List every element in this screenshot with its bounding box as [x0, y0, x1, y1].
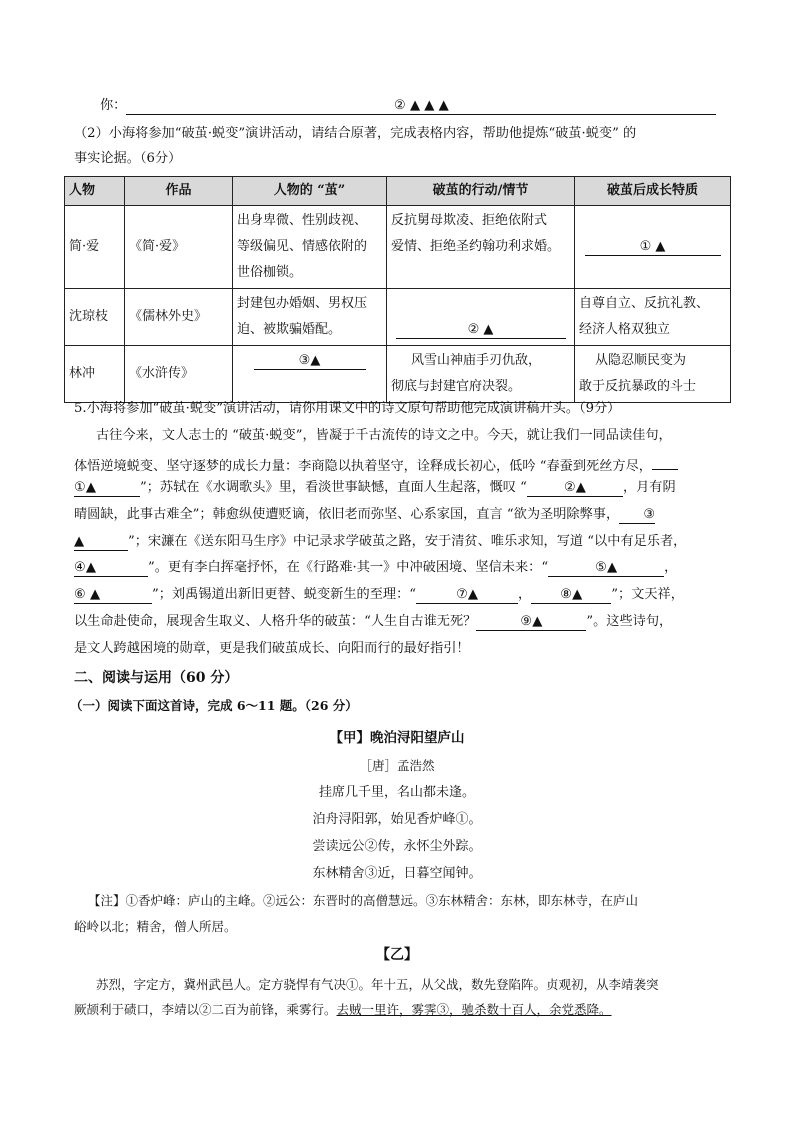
- cocoon-cell: [233, 206, 387, 289]
- cell-line: 从隐忍顺民变为: [595, 353, 687, 368]
- cell-line: 等级偏见、情感依附的: [237, 239, 368, 254]
- action-cell: [387, 289, 575, 346]
- q5-text: ”；宋濂在《送东阳马生序》中记录求学破茧之路，安于清贫、唯乐求知，写道 “以中有足乐者，: [128, 534, 687, 549]
- answer-line: [100, 96, 730, 116]
- blank-label: ⑨▲: [520, 614, 543, 629]
- blank-label: ② ▲: [467, 322, 494, 337]
- q5-line: [74, 478, 734, 498]
- poem-note: 【注】①香炉峰：庐山的主峰。②远公：东晋时的高僧慧远。③东林精舍：东林，即东林寺，在庐山: [88, 893, 639, 908]
- table-header: 人物的 “茧”: [233, 177, 387, 206]
- blank-label: ① ▲: [639, 239, 666, 254]
- table-row: [65, 346, 731, 403]
- cell-line: 迫、被欺骗婚配。: [237, 322, 342, 337]
- table-header-row: [65, 177, 731, 206]
- q5-text: 体悟逆境蜕变、坚守逐梦的成长力量：李商隐以执着坚守，诠释成长初心，低吟 “春蚕到死丝方尽，: [74, 459, 652, 474]
- blank-label: ①▲: [74, 480, 96, 495]
- poem-author: ［唐］孟浩然: [359, 758, 435, 773]
- blank-label: ③▲: [298, 353, 321, 368]
- q5-line: [74, 452, 734, 477]
- q5-text: ”；文天祥，: [611, 587, 684, 602]
- q2-line1: （2）小海将参加“破茧·蜕变”演讲活动，请结合原著，完成表格内容，帮助他提炼“破茧·蜕变” 的: [74, 126, 637, 141]
- underlined-sentence: 去贼一里许，雾霁③，驰杀数十百人，余党悉降。: [336, 1002, 612, 1017]
- q5-text: ”。更有李白挥毫抒怀，在《行路难·其一》中冲破困境、坚信未来：“: [148, 560, 549, 575]
- blank-label: ③: [643, 507, 656, 522]
- q5-text: ，月有阴: [622, 480, 676, 495]
- cocoon-cell: [233, 289, 387, 346]
- q5-text: ”。这些诗句，: [586, 614, 673, 629]
- character-name: 沈琼枝: [65, 289, 125, 346]
- cell-line: 彻底与封建官府决裂。: [391, 379, 522, 394]
- trait-blank[interactable]: [585, 238, 721, 256]
- fill-blank-9[interactable]: [476, 613, 586, 631]
- fill-blank-5[interactable]: [548, 559, 664, 577]
- blank-label: ④▲: [74, 560, 96, 575]
- q5-line: 古往今来，文人志士的 “破茧·蜕变”，皆凝于千古流传的诗文之中。今天，就让我们一同品读佳句，: [96, 428, 672, 443]
- q5-line: ⑥ ▲ ”；刘禹锡道出新旧更替、蜕变新生的至理：“ ⑦▲ ， ⑧▲ ”；文天祥，: [74, 587, 684, 602]
- poem-line: 东林精舍③近，日暮空闻钟。: [312, 866, 482, 881]
- fill-blank[interactable]: [652, 452, 678, 470]
- fill-blank-4[interactable]: [74, 559, 148, 577]
- poem-line: 尝读远公②传，永怀尘外踪。: [312, 839, 482, 854]
- q5-line: [74, 612, 734, 632]
- passage-line: [74, 1000, 734, 1020]
- q5-line: [74, 505, 734, 525]
- passage-text: 厥颉利于碛口，李靖以②二百为前锋，乘雾行。: [74, 1002, 337, 1017]
- answer-blank-label: ② ▲ ▲ ▲: [393, 98, 449, 113]
- fill-blank-8[interactable]: [531, 586, 611, 604]
- work-title: 《简·爱》: [125, 206, 233, 289]
- cell-line: 世俗枷锁。: [237, 265, 303, 280]
- q5-text: ”；刘禹锡道出新旧更替、蜕变新生的至理：“: [152, 587, 417, 602]
- table-header: 破茧后成长特质: [575, 177, 731, 206]
- answer-blank[interactable]: [126, 97, 716, 115]
- blank-label: ⑥ ▲: [74, 587, 101, 602]
- fill-blank-6[interactable]: [74, 586, 152, 604]
- blank-label: ⑤▲: [595, 560, 618, 575]
- action-cell: [387, 206, 575, 289]
- q5-text: 以生命赴使命，展现舍生取义、人格升华的破茧：“人生自古谁无死？: [74, 614, 477, 629]
- table-header: 人物: [65, 177, 125, 206]
- blank-label: ▲: [74, 534, 85, 549]
- work-title: 《儒林外史》: [125, 289, 233, 346]
- q5-line: [74, 532, 734, 552]
- section-title: 二、阅读与运用（60 分）: [74, 670, 239, 686]
- cocoon-blank[interactable]: [254, 352, 366, 370]
- cell-line: 风雪山神庙手刃仇敌，: [411, 353, 542, 368]
- answer-prefix: 你：: [100, 98, 127, 113]
- action-blank[interactable]: [396, 321, 566, 339]
- poem-line: 泊舟浔阳郭，始见香炉峰①。: [312, 812, 482, 827]
- fill-blank-7[interactable]: [416, 586, 518, 604]
- q5-text: 晴圆缺，此事古难全”；韩愈纵使遭贬谪，依旧老而弥坚、心系家国，直言 “欲为圣明除弊事，: [74, 507, 620, 522]
- table-header: 作品: [125, 177, 233, 206]
- q2-line2: 事实论据。（6分）: [74, 151, 182, 166]
- section-subtitle: （一）阅读下面这首诗，完成 6～11 题。（26 分）: [70, 698, 358, 713]
- q5-line: 是文人跨越困境的勋章，更是我们破茧成长、向阳而行的最好指引！: [74, 641, 470, 656]
- fill-blank-2[interactable]: [527, 479, 623, 497]
- q5-text: ”；苏轼在《水调歌头》里，看淡世事缺憾，直面人生起落，慨叹 “: [140, 480, 527, 495]
- trait-cell: [575, 206, 731, 289]
- q5-title: 5.小海将参加“破茧·蜕变”演讲活动，请你用课文中的诗文原句帮助他完成演讲稿开头。（9分）: [74, 401, 621, 416]
- cell-line: 封建包办婚姻、男权压: [237, 296, 368, 311]
- fill-blank-3[interactable]: [619, 506, 655, 524]
- cell-line: 出身卑微、性别歧视、: [237, 213, 368, 228]
- blank-label: ②▲: [563, 480, 586, 495]
- poem-title: 【甲】晚泊浔阳望庐山: [329, 730, 465, 746]
- action-cell: [387, 346, 575, 403]
- passage-title: 【乙】: [376, 947, 418, 963]
- cell-line: 反抗舅母欺凌、拒绝依附式: [391, 213, 548, 228]
- cell-line: 爱情、拒绝圣约翰功利求婚。: [391, 239, 561, 254]
- cocoon-cell: [233, 346, 387, 403]
- character-name: 简·爱: [65, 206, 125, 289]
- evidence-table: [64, 176, 731, 403]
- fill-blank-1[interactable]: [74, 479, 140, 497]
- cell-line: 自尊自立、反抗礼教、: [579, 296, 710, 311]
- trait-cell: [575, 289, 731, 346]
- table-header: 破茧的行动/情节: [387, 177, 575, 206]
- blank-label: ⑧▲: [560, 587, 583, 602]
- trait-cell: [575, 346, 731, 403]
- q5-line: ④▲ ”。更有李白挥毫抒怀，在《行路难·其一》中冲破困境、坚信未来：“ ⑤▲ ，: [74, 560, 678, 575]
- table-row: [65, 206, 731, 289]
- work-title: 《水浒传》: [125, 346, 233, 403]
- poem-note: 峪岭以北；精舍，僧人所居。: [74, 919, 237, 934]
- poem-line: 挂席几千里，名山都未逢。: [318, 785, 475, 800]
- blank-label: ⑦▲: [456, 587, 479, 602]
- table-row: [65, 289, 731, 346]
- character-name: 林冲: [65, 346, 125, 403]
- cell-line: 敢于反抗暴政的斗士: [579, 379, 697, 394]
- cell-line: 经济人格双独立: [579, 322, 671, 337]
- passage-line: 苏烈，字定方，冀州武邑人。定方骁悍有气决①。年十五，从父战，数先登陷阵。贞观初，从李靖袭突: [96, 977, 659, 992]
- fill-blank-3-cont[interactable]: [74, 533, 128, 551]
